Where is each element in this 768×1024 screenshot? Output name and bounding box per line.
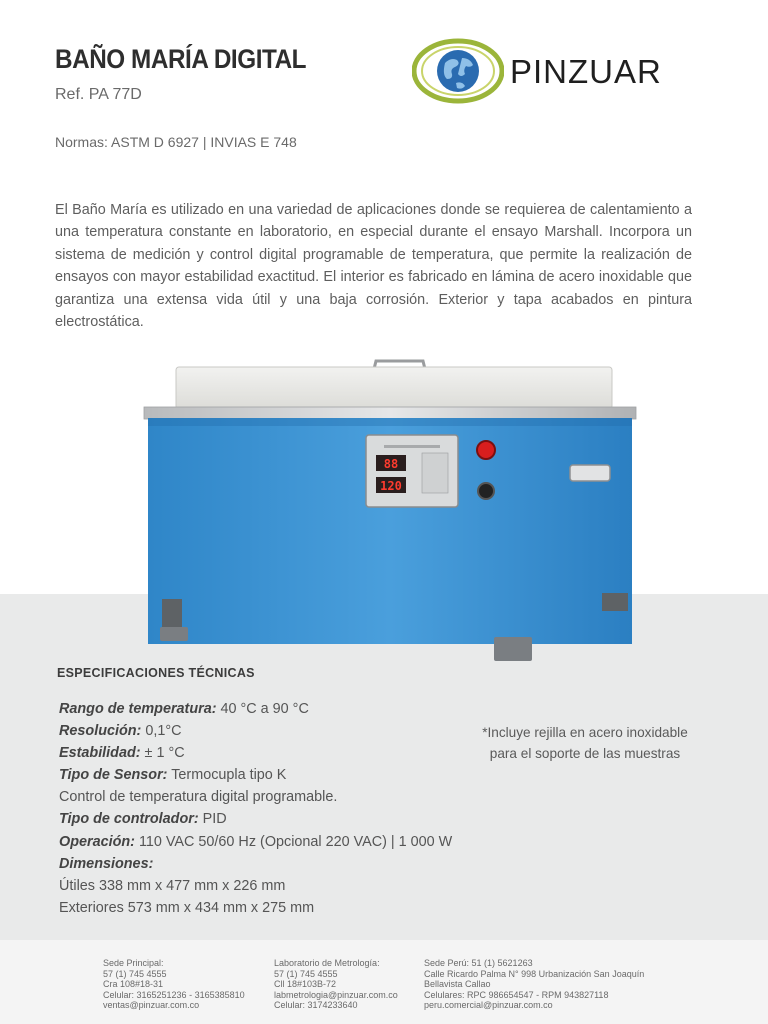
spec-item: Exteriores 573 mm x 434 mm x 275 mm bbox=[59, 899, 315, 916]
specs-title: ESPECIFICACIONES TÉCNICAS bbox=[57, 666, 255, 680]
page-title: BAÑO MARÍA DIGITAL bbox=[55, 44, 307, 74]
footer-peru-office: Sede Perú: 51 (1) 5621263 Calle Ricardo Palma N° 998 Urbanización San Joaquín Bellavista Callao Celulares: RPC 986654547 - RPM 943827118 peru.comercial@pinzuar.com.co bbox=[424, 958, 645, 1011]
power-switch bbox=[477, 441, 495, 459]
brand-name: PINZUAR bbox=[510, 53, 662, 90]
specs-list bbox=[59, 698, 452, 919]
specs-note: *Incluye rejilla en acero inoxidable para el soporte de las muestras bbox=[482, 725, 688, 761]
display-lower-value: 120 bbox=[380, 479, 402, 493]
water-bath-product-image bbox=[140, 355, 640, 665]
side-handle bbox=[570, 465, 610, 481]
lid bbox=[176, 367, 612, 409]
product-standards: Normas: ASTM D 6927 | INVIAS E 748 bbox=[55, 134, 297, 150]
spec-item: Útiles 338 mm x 477 mm x 226 mm bbox=[59, 877, 286, 894]
spec-item: Tipo de controlador: PID bbox=[59, 811, 227, 828]
spec-item: Tipo de Sensor: Termocupla tipo K bbox=[59, 767, 287, 784]
spec-item: Operación: 110 VAC 50/60 Hz (Opcional 220 VAC) | 1 000 W bbox=[59, 833, 453, 850]
spec-item: Estabilidad: ± 1 °C bbox=[59, 745, 185, 762]
steel-rim bbox=[144, 407, 636, 419]
spec-item: Rango de temperatura: 40 °C a 90 °C bbox=[59, 701, 309, 717]
fuse-holder bbox=[478, 483, 494, 499]
spec-item: Dimensiones: bbox=[59, 855, 154, 872]
footer-metrology-lab: Laboratorio de Metrología: 57 (1) 745 4555 Cll 18#103B-72 labmetrologia@pinzuar.com.co Celular: 3174233640 bbox=[274, 958, 398, 1011]
product-description: El Baño María es utilizado en una variedad de aplicaciones donde se requierea de calentamiento a una temperatura constante en laboratorio, en especial durante el ensayo Marshall. Incorpora un sistema de medición y control digital programable de temperatura, que permite la realización de ensayos con mayor estabilidad exactitud. El interior es fabricado en lámina de acero inoxidable que garantiza una extensa vida útil y una baja corrosión. Exterior y tapa acabados en pintura electrostática. bbox=[55, 202, 692, 331]
product-reference: Ref. PA 77D bbox=[55, 86, 142, 103]
display-upper-value: 88 bbox=[383, 457, 399, 471]
brand-logo bbox=[412, 36, 712, 106]
spec-item: Resolución: 0,1°C bbox=[59, 723, 182, 740]
body-shadow bbox=[148, 418, 632, 426]
spec-item: Control de temperatura digital programable. bbox=[59, 789, 338, 806]
globe-logo-icon bbox=[412, 36, 504, 106]
footer-main-office: Sede Principal: 57 (1) 745 4555 Cra 108#18-31 Celular: 3165251236 - 3165385810 ventas@pinzuar.com.co bbox=[103, 958, 245, 1011]
